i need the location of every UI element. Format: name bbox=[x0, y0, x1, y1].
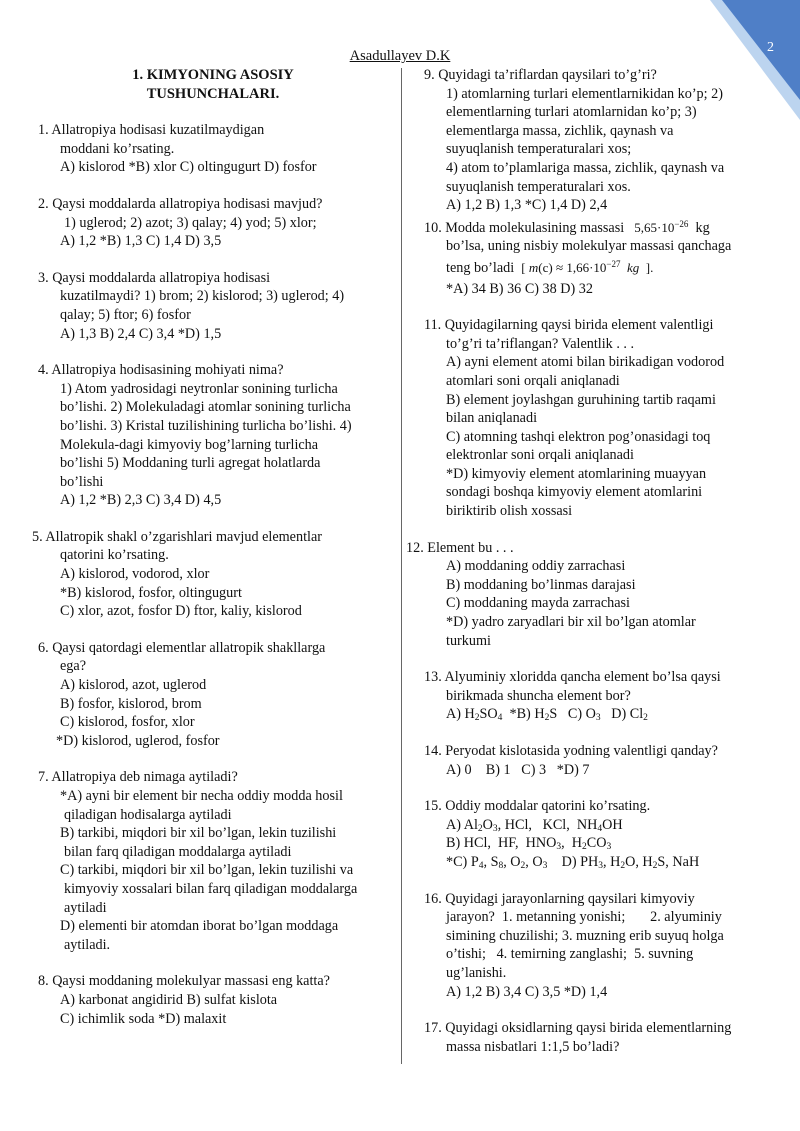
column-divider bbox=[401, 68, 402, 1064]
question-options: 1) uglerod; 2) azot; 3) qalay; 4) yod; 5) xlor; bbox=[64, 214, 317, 231]
formula-text: , H bbox=[561, 835, 583, 852]
question-text: Molekula-dagi kimyoviy bog’larning turlicha bbox=[60, 436, 319, 453]
formula-text: O, H bbox=[625, 853, 653, 870]
answer-b: B) moddaning bo’linmas darajasi bbox=[446, 576, 636, 593]
subscript: 4 bbox=[497, 713, 503, 724]
question-stem: 5. Allatropik shakl o’zgarishlari mavjud elementlar bbox=[32, 528, 322, 545]
question-stem-cont: ega? bbox=[60, 658, 86, 675]
answer-text: D) Cl bbox=[600, 706, 644, 723]
question-text: bo’lishi bbox=[60, 473, 104, 490]
question-11 bbox=[424, 316, 776, 521]
formula-text: S, NaH bbox=[657, 853, 700, 870]
subscript: 4 bbox=[597, 823, 603, 834]
question-answers: A) 1,2 B) 1,3 *C) 1,4 D) 2,4 bbox=[446, 197, 608, 214]
question-stem: 3. Qaysi moddalarda allatropiya hodisasi bbox=[38, 269, 271, 286]
answer-b-cont: bilan aniqlanadi bbox=[446, 410, 538, 427]
question-9 bbox=[424, 66, 776, 215]
answer-a: A) ayni element atomi bilan birikadigan vodorod bbox=[446, 354, 725, 371]
question-13 bbox=[424, 668, 776, 724]
formula-text: OH bbox=[602, 816, 623, 833]
amu-exponent: −27 bbox=[606, 258, 621, 269]
question-1 bbox=[38, 121, 388, 177]
question-stem: 12. Element bu . . . bbox=[406, 539, 514, 556]
right-column bbox=[406, 66, 776, 1056]
c-symbol: (c) bbox=[538, 259, 553, 275]
answer-c: C) kislorod, fosfor, xlor bbox=[60, 714, 195, 731]
question-15 bbox=[424, 797, 776, 871]
question-text: teng bo’ladi bbox=[446, 259, 515, 276]
subscript: 2 bbox=[477, 823, 483, 834]
answer-text: *B) H bbox=[502, 706, 545, 723]
question-text: ug’lanishi. bbox=[446, 964, 507, 981]
question-10 bbox=[424, 219, 776, 298]
answer-b: *B) kislorod, fosfor, oltingugurt bbox=[60, 584, 242, 601]
molecule-mass-formula bbox=[628, 220, 689, 235]
question-answers: A) 1,2 B) 3,4 C) 3,5 *D) 1,4 bbox=[446, 983, 608, 1000]
question-answers: *A) 34 B) 36 C) 38 D) 32 bbox=[446, 280, 593, 297]
question-stem bbox=[424, 219, 776, 238]
question-text: suyuqlanish temperaturalari xos. bbox=[446, 178, 631, 195]
answer-d-cont: turkumi bbox=[446, 632, 491, 649]
subscript: 3 bbox=[542, 860, 548, 871]
question-answers: A) 1,3 B) 2,4 C) 3,4 *D) 1,5 bbox=[60, 325, 222, 342]
answer-text: S C) O bbox=[549, 706, 596, 723]
question-5 bbox=[32, 528, 388, 621]
formula-text: , O bbox=[525, 853, 543, 870]
question-stem: 17. Quyidagi oksidlarning qaysi birida elementlarning bbox=[424, 1020, 732, 1037]
question-stem-cont: massa nisbatlari 1:1,5 bo’ladi? bbox=[446, 1038, 620, 1055]
answer-d-cont: biriktirib olish xossasi bbox=[446, 503, 573, 520]
question-stem: 11. Quyidagilarning qaysi birida element valentligi bbox=[424, 317, 714, 334]
question-6 bbox=[38, 639, 388, 751]
question-stem-cont: qatorini ko’rsating. bbox=[60, 547, 169, 564]
question-text: 4) atom to’plamlariga massa, zichlik, qaynash va bbox=[446, 159, 725, 176]
formula-text: O bbox=[482, 816, 493, 833]
answer-d: D) elementi bir atomdan iborat bo’lgan moddaga bbox=[60, 918, 339, 935]
answer-cd: C) xlor, azot, fosfor D) ftor, kaliy, kislorod bbox=[60, 603, 302, 620]
subscript: 3 bbox=[595, 713, 601, 724]
ten-base: 10 bbox=[661, 219, 675, 235]
question-stem-cont: birikmada shuncha element bor? bbox=[446, 687, 631, 704]
answer-b-cont: bilan farq qiladigan moddalarga aytiladi bbox=[64, 843, 292, 860]
question-2 bbox=[38, 195, 388, 251]
formula-text: D) PH bbox=[547, 853, 599, 870]
question-8 bbox=[38, 972, 388, 1028]
question-17 bbox=[424, 1019, 776, 1056]
answer-b: B) fosfor, kislorod, brom bbox=[60, 695, 202, 712]
formula-text: , HCl, KCl, NH bbox=[497, 816, 598, 833]
subscript: 3 bbox=[606, 842, 612, 853]
question-stem: 13. Alyuminiy xloridda qancha element bo’lsa qaysi bbox=[424, 669, 721, 686]
question-text: bo’lishi 5) Moddaning turli agregat holatlarda bbox=[60, 455, 321, 472]
question-text: elementlarning turlari atomlarnidan ko’p; 3) bbox=[446, 104, 697, 121]
answer-d: *D) yadro zaryadlari bir xil bo’lgan atomlar bbox=[446, 614, 696, 631]
answer-b: B) tarkibi, miqdori bir xil bo’lgan, lekin tuzilishi bbox=[60, 825, 337, 842]
subscript: 2 bbox=[652, 860, 658, 871]
subscript: 2 bbox=[643, 713, 648, 724]
answer-b: B) element joylashgan guruhining tartib raqami bbox=[446, 391, 716, 408]
answer-text: A) H bbox=[446, 706, 475, 723]
question-stem-cont: kuzatilmaydi? 1) brom; 2) kislorod; 3) uglerod; 4) bbox=[60, 288, 345, 305]
answer-d-cont: sondagi boshqa kimyoviy element atomlarini bbox=[446, 484, 703, 501]
answer-text: SO bbox=[479, 706, 498, 723]
answer-a: A) kislorod, azot, uglerod bbox=[60, 677, 207, 694]
section-title-line2: TUSHUNCHALARI. bbox=[146, 85, 280, 102]
subscript: 3 bbox=[598, 860, 603, 871]
formula-text: A) Al bbox=[446, 816, 478, 833]
answer-c: C) atomning tashqi elektron pog’onasidagi toq bbox=[446, 428, 711, 445]
subscript: 2 bbox=[474, 713, 480, 724]
answer-a bbox=[424, 816, 776, 835]
question-stem: 15. Oddiy moddalar qatorini ko’rsating. bbox=[424, 798, 651, 815]
question-stem-cont: to’g’ri ta’riflangan? Valentlik . . . bbox=[446, 335, 635, 352]
answer-b bbox=[424, 834, 776, 853]
question-stem: 8. Qaysi moddaning molekulyar massasi eng katta? bbox=[38, 973, 330, 990]
question-stem: 6. Qaysi qatordagi elementlar allatropik shakllarga bbox=[38, 639, 326, 656]
times-symbol: · bbox=[589, 259, 594, 275]
answer-a: A) moddaning oddiy zarrachasi bbox=[446, 558, 626, 575]
answer-d: *D) kimyoviy element atomlarining muayyan bbox=[446, 465, 707, 482]
question-answers: A) 1,2 *B) 1,3 C) 1,4 D) 3,5 bbox=[60, 233, 222, 250]
section-title bbox=[38, 66, 388, 103]
m-symbol: m bbox=[528, 259, 539, 275]
subscript: 8 bbox=[498, 860, 504, 871]
answer-ab: A) karbonat angidirid B) sulfat kislota bbox=[60, 991, 278, 1008]
answer-d-cont: aytiladi. bbox=[64, 936, 111, 953]
answer-c: C) tarkibi, miqdori bir xil bo’lgan, lekin tuzilishi va bbox=[60, 862, 354, 879]
question-text: bo’lishi. 3) Kristal tuzilishining turlicha bo’lishi. 4) bbox=[60, 417, 352, 434]
answer-a-cont: qiladigan hodisalarga aytiladi bbox=[64, 806, 232, 823]
unit-kg: kg bbox=[695, 219, 710, 236]
answer-c-cont: aytiladi bbox=[64, 899, 107, 916]
left-column bbox=[32, 66, 388, 1028]
question-stem-cont: qalay; 5) ftor; 6) fosfor bbox=[60, 306, 191, 323]
mass-mantissa: 5,65 bbox=[634, 219, 657, 235]
answer-a: *A) ayni bir element bir necha oddiy modda hosil bbox=[60, 788, 343, 804]
question-text: bo’lsa, uning nisbiy molekulyar massasi qanchaga bbox=[446, 238, 732, 255]
question-4 bbox=[38, 361, 388, 510]
question-stem: 2. Qaysi moddalarda allatropiya hodisasi mavjud? bbox=[38, 195, 323, 212]
period: . bbox=[650, 259, 654, 275]
question-answers bbox=[424, 705, 776, 724]
answer-d: *D) kislorod, uglerod, fosfor bbox=[56, 732, 220, 749]
section-title-line1: 1. KIMYONING ASOSIY bbox=[132, 67, 294, 83]
question-text: bo’lishi. 2) Molekuladagi atomlar sonining turlicha bbox=[60, 399, 351, 416]
question-stem-cont: moddani ko’rsating. bbox=[60, 140, 175, 157]
author-header: Asadullayev D.K bbox=[349, 48, 451, 64]
question-text: o’tishi; 4. temirning zanglashi; 5. suvning bbox=[446, 946, 694, 963]
answer-c bbox=[424, 853, 776, 872]
amu-formula bbox=[521, 260, 653, 275]
question-answers: A) 0 B) 1 C) 3 *D) 7 bbox=[446, 761, 590, 778]
answer-a-cont: atomlari soni orqali aniqlanadi bbox=[446, 372, 620, 389]
subscript: 2 bbox=[520, 860, 526, 871]
answer-c-cont: kimyoviy xossalari bilan farq qiladigan moddalarga bbox=[64, 880, 358, 897]
question-3 bbox=[38, 269, 388, 343]
question-stem-text: 10. Modda molekulasining massasi bbox=[424, 219, 625, 236]
question-stem: 16. Quyidagi jarayonlarning qaysilari kimyoviy bbox=[424, 890, 695, 907]
question-stem: 14. Peryodat kislotasida yodning valentligi qanday? bbox=[424, 743, 718, 759]
question-stem: 9. Quyidagi ta’riflardan qaysilari to’g’ri? bbox=[424, 67, 657, 83]
question-text-formula bbox=[424, 259, 776, 278]
bracket-open: [ bbox=[521, 259, 526, 275]
question-7 bbox=[38, 768, 388, 954]
question-12 bbox=[406, 539, 776, 651]
mass-exponent: −26 bbox=[674, 218, 689, 229]
question-stem: 1. Allatropiya hodisasi kuzatilmaydigan bbox=[38, 122, 265, 139]
question-text: 1) atomlarning turlari elementlarnikidan ko’p; 2) bbox=[446, 85, 723, 102]
formula-text: *C) P bbox=[446, 853, 479, 870]
question-text: jarayon? 1. metanning yonishi; 2. alyuminiy bbox=[446, 909, 722, 926]
page-number: 2 bbox=[767, 40, 774, 55]
answer-cd: C) ichimlik soda *D) malaxit bbox=[60, 1010, 227, 1027]
question-stem: 4. Allatropiya hodisasining mohiyati nima? bbox=[38, 362, 284, 379]
subscript: 4 bbox=[478, 860, 484, 871]
formula-text: , O bbox=[503, 853, 521, 870]
question-text: elementlarga massa, zichlik, qaynash va bbox=[446, 122, 674, 139]
question-answers: A) 1,2 *B) 2,3 C) 3,4 D) 4,5 bbox=[60, 492, 222, 509]
answer-c: C) moddaning mayda zarrachasi bbox=[446, 595, 630, 612]
question-answers: A) kislorod *B) xlor C) oltingugurt D) fosfor bbox=[60, 159, 317, 176]
amu-mantissa: 1,66 bbox=[566, 259, 590, 275]
times-symbol: · bbox=[656, 219, 662, 235]
question-16 bbox=[424, 890, 776, 1002]
question-text: simining chuzilishi; 3. muzning erib suyuq holga bbox=[446, 927, 724, 944]
question-14 bbox=[424, 742, 776, 779]
bracket-close: ] bbox=[645, 259, 651, 275]
subscript: 2 bbox=[582, 842, 587, 853]
subscript: 3 bbox=[556, 842, 562, 853]
question-text: 1) Atom yadrosidagi neytronlar sonining turlicha bbox=[60, 380, 338, 397]
question-stem: 7. Allatropiya deb nimaga aytiladi? bbox=[38, 769, 238, 786]
formula-text: , S bbox=[483, 853, 499, 870]
ten-base: 10 bbox=[593, 259, 607, 275]
answer-c-cont: elektronlar soni orqali aniqlanadi bbox=[446, 447, 634, 464]
formula-text: B) HCl, HF, HNO bbox=[446, 835, 557, 852]
question-text: suyuqlanish temperaturalari xos; bbox=[446, 141, 632, 158]
formula-text: CO bbox=[586, 835, 607, 852]
unit-kg-italic: kg bbox=[627, 259, 640, 275]
formula-text: , H bbox=[602, 853, 621, 870]
approx-symbol: ≈ bbox=[555, 259, 564, 275]
subscript: 3 bbox=[492, 823, 498, 834]
subscript: 2 bbox=[544, 713, 550, 724]
answer-a: A) kislorod, vodorod, xlor bbox=[60, 566, 210, 583]
subscript: 2 bbox=[620, 860, 626, 871]
